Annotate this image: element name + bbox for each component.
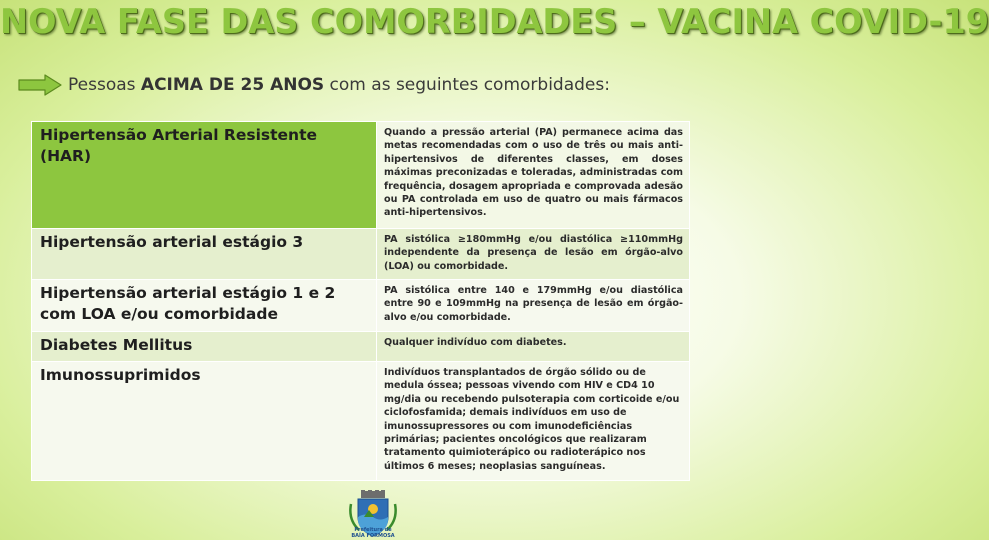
condition-cell: Imunossuprimidos xyxy=(32,362,377,481)
page-title: NOVA FASE DAS COMORBIDADES – VACINA COVID-19 xyxy=(0,2,989,41)
description-cell: Qualquer indivíduo com diabetes. xyxy=(377,332,690,362)
logo-caption-line1: Prefeitura de xyxy=(354,527,392,533)
table-row xyxy=(32,280,690,332)
table-row xyxy=(32,332,690,362)
comorbidities-table xyxy=(31,121,690,481)
condition-cell: Hipertensão Arterial Resistente (HAR) xyxy=(32,122,377,229)
condition-cell: Hipertensão arterial estágio 1 e 2 com LOA e/ou comorbidade xyxy=(32,280,377,332)
condition-cell: Hipertensão arterial estágio 3 xyxy=(32,229,377,280)
description-cell: Quando a pressão arterial (PA) permanece acima das metas recomendadas com o uso de três ou mais anti-hipertensivos de diferentes classes, em doses máximas preconizadas e toleradas, administradas com frequência, dosagem apropriada e comprovada adesão ou PA controlada em uso de quatro ou mais fármacos anti-hipertensivos. xyxy=(377,122,690,229)
logo-caption-line2: BAÍA FORMOSA xyxy=(351,533,395,539)
description-cell: Indivíduos transplantados de órgão sólido ou de medula óssea; pessoas vivendo com HIV e CD4 10 mg/dia ou recebendo pulsoterapia com corticoide e/ou ciclofosfamida; demais indivíduos em uso de imunossupressores ou com imunodeficiências primárias; pacientes oncológicos que realizaram tratamento quimioterápico ou radioterápico nos últimos 6 meses; neoplasias sanguíneas. xyxy=(377,362,690,481)
table-row xyxy=(32,122,690,229)
arrow-right-icon xyxy=(18,74,62,96)
table-row xyxy=(32,229,690,280)
subtitle-text xyxy=(68,75,610,95)
table-row xyxy=(32,362,690,481)
condition-cell: Diabetes Mellitus xyxy=(32,332,377,362)
subtitle-emphasis: ACIMA DE 25 ANOS xyxy=(140,75,325,95)
subtitle-line xyxy=(18,70,610,100)
description-cell: PA sistólica ≥180mmHg e/ou diastólica ≥110mmHg independente da presença de lesão em órgão-alvo (LOA) ou comorbidade. xyxy=(377,229,690,280)
description-cell: PA sistólica entre 140 e 179mmHg e/ou diastólica entre 90 e 109mmHg na presença de lesão em órgão-alvo e/ou comorbidade. xyxy=(377,280,690,332)
subtitle-prefix: Pessoas xyxy=(68,75,141,95)
subtitle-suffix: com as seguintes comorbidades: xyxy=(324,75,610,95)
logo-caption xyxy=(340,527,406,539)
